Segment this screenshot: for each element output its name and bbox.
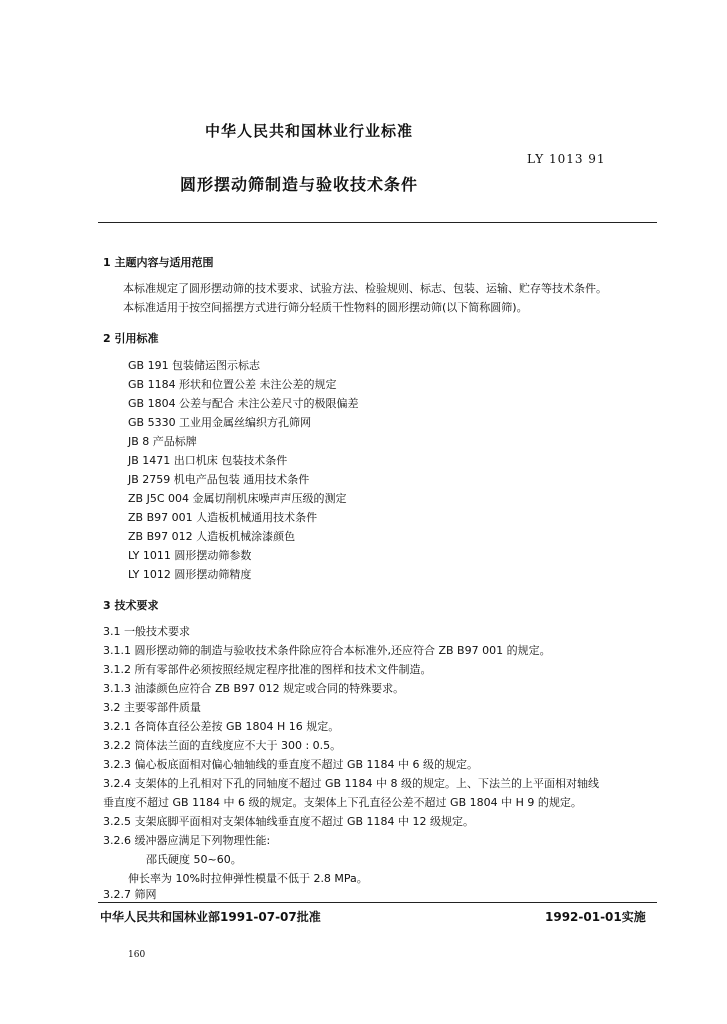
section-1-paragraph-2: 本标准适用于按空间摇摆方式进行筛分轻质干性物料的圆形摆动筛(以下简称圆筛)。 <box>123 301 528 314</box>
top-divider <box>98 222 657 223</box>
reference-item: GB 5330 工业用金属丝编织方孔筛网 <box>128 416 312 429</box>
clause-line: 3.2.4 支架体的上孔相对下孔的同轴度不超过 GB 1184 中 8 级的规定。上、下法兰的上平面相对轴线 <box>103 777 600 790</box>
clause-line: 伸长率为 10%时拉伸弹性模量不低于 2.8 MPa。 <box>128 872 368 885</box>
reference-item: LY 1012 圆形摆动筛精度 <box>128 568 252 581</box>
reference-item: GB 1184 形状和位置公差 未注公差的规定 <box>128 378 337 391</box>
clause-line: 3.2 主要零部件质量 <box>103 701 201 714</box>
page-number: 160 <box>128 950 146 960</box>
reference-item: JB 1471 出口机床 包装技术条件 <box>128 454 288 467</box>
section-1-heading: 1 主题内容与适用范围 <box>103 256 214 269</box>
clause-line: 3.2.5 支架底脚平面相对支架体轴线垂直度不超过 GB 1184 中 12 级规定。 <box>103 815 475 828</box>
document-title: 圆形摆动筛制造与验收技术条件 <box>180 175 419 194</box>
section-3-heading: 3 技术要求 <box>103 599 159 612</box>
reference-item: JB 8 产品标牌 <box>128 435 197 448</box>
reference-item: JB 2759 机电产品包装 通用技术条件 <box>128 473 310 486</box>
clause-line: 3.2.2 筒体法兰面的直线度应不大于 300 : 0.5。 <box>103 739 342 752</box>
reference-item: ZB B97 001 人造板机械通用技术条件 <box>128 511 318 524</box>
reference-item: ZB B97 012 人造板机械涂漆颜色 <box>128 530 296 543</box>
approval-text: 中华人民共和国林业部1991-07-07批准 <box>100 910 321 924</box>
clause-line: 3.2.7 筛网 <box>103 888 157 901</box>
clause-line: 3.2.6 缓冲器应满足下列物理性能: <box>103 834 271 847</box>
clause-line: 垂直度不超过 GB 1184 中 6 级的规定。支架体上下孔直径公差不超过 GB 1804 中 H 9 的规定。 <box>103 796 582 809</box>
footer-divider <box>98 902 657 903</box>
clause-line: 3.1 一般技术要求 <box>103 625 190 638</box>
implementation-date: 1992-01-01实施 <box>545 910 646 924</box>
clause-line: 3.1.1 圆形摆动筛的制造与验收技术条件除应符合本标准外,还应符合 ZB B97 001 的规定。 <box>103 644 551 657</box>
clause-line: 邵氏硬度 50~60。 <box>146 853 242 866</box>
reference-item: GB 1804 公差与配合 未注公差尺寸的极限偏差 <box>128 397 359 410</box>
clause-line: 3.1.2 所有零部件必须按照经规定程序批准的图样和技术文件制造。 <box>103 663 432 676</box>
reference-item: LY 1011 圆形摆动筛参数 <box>128 549 252 562</box>
clause-line: 3.1.3 油漆颜色应符合 ZB B97 012 规定或合同的特殊要求。 <box>103 682 405 695</box>
clause-line: 3.2.3 偏心板底面相对偏心轴轴线的垂直度不超过 GB 1184 中 6 级的规定。 <box>103 758 479 771</box>
section-1-paragraph-1: 本标准规定了圆形摆动筛的技术要求、试验方法、检验规则、标志、包装、运输、贮存等技术条件。 <box>123 282 607 295</box>
standard-code: LY 1013 91 <box>527 152 606 166</box>
section-2-heading: 2 引用标准 <box>103 332 159 345</box>
clause-line: 3.2.1 各筒体直径公差按 GB 1804 H 16 规定。 <box>103 720 340 733</box>
reference-item: GB 191 包装储运图示标志 <box>128 359 261 372</box>
reference-item: ZB J5C 004 金属切削机床噪声声压级的测定 <box>128 492 347 505</box>
standard-name: 中华人民共和国林业行业标准 <box>205 122 414 140</box>
